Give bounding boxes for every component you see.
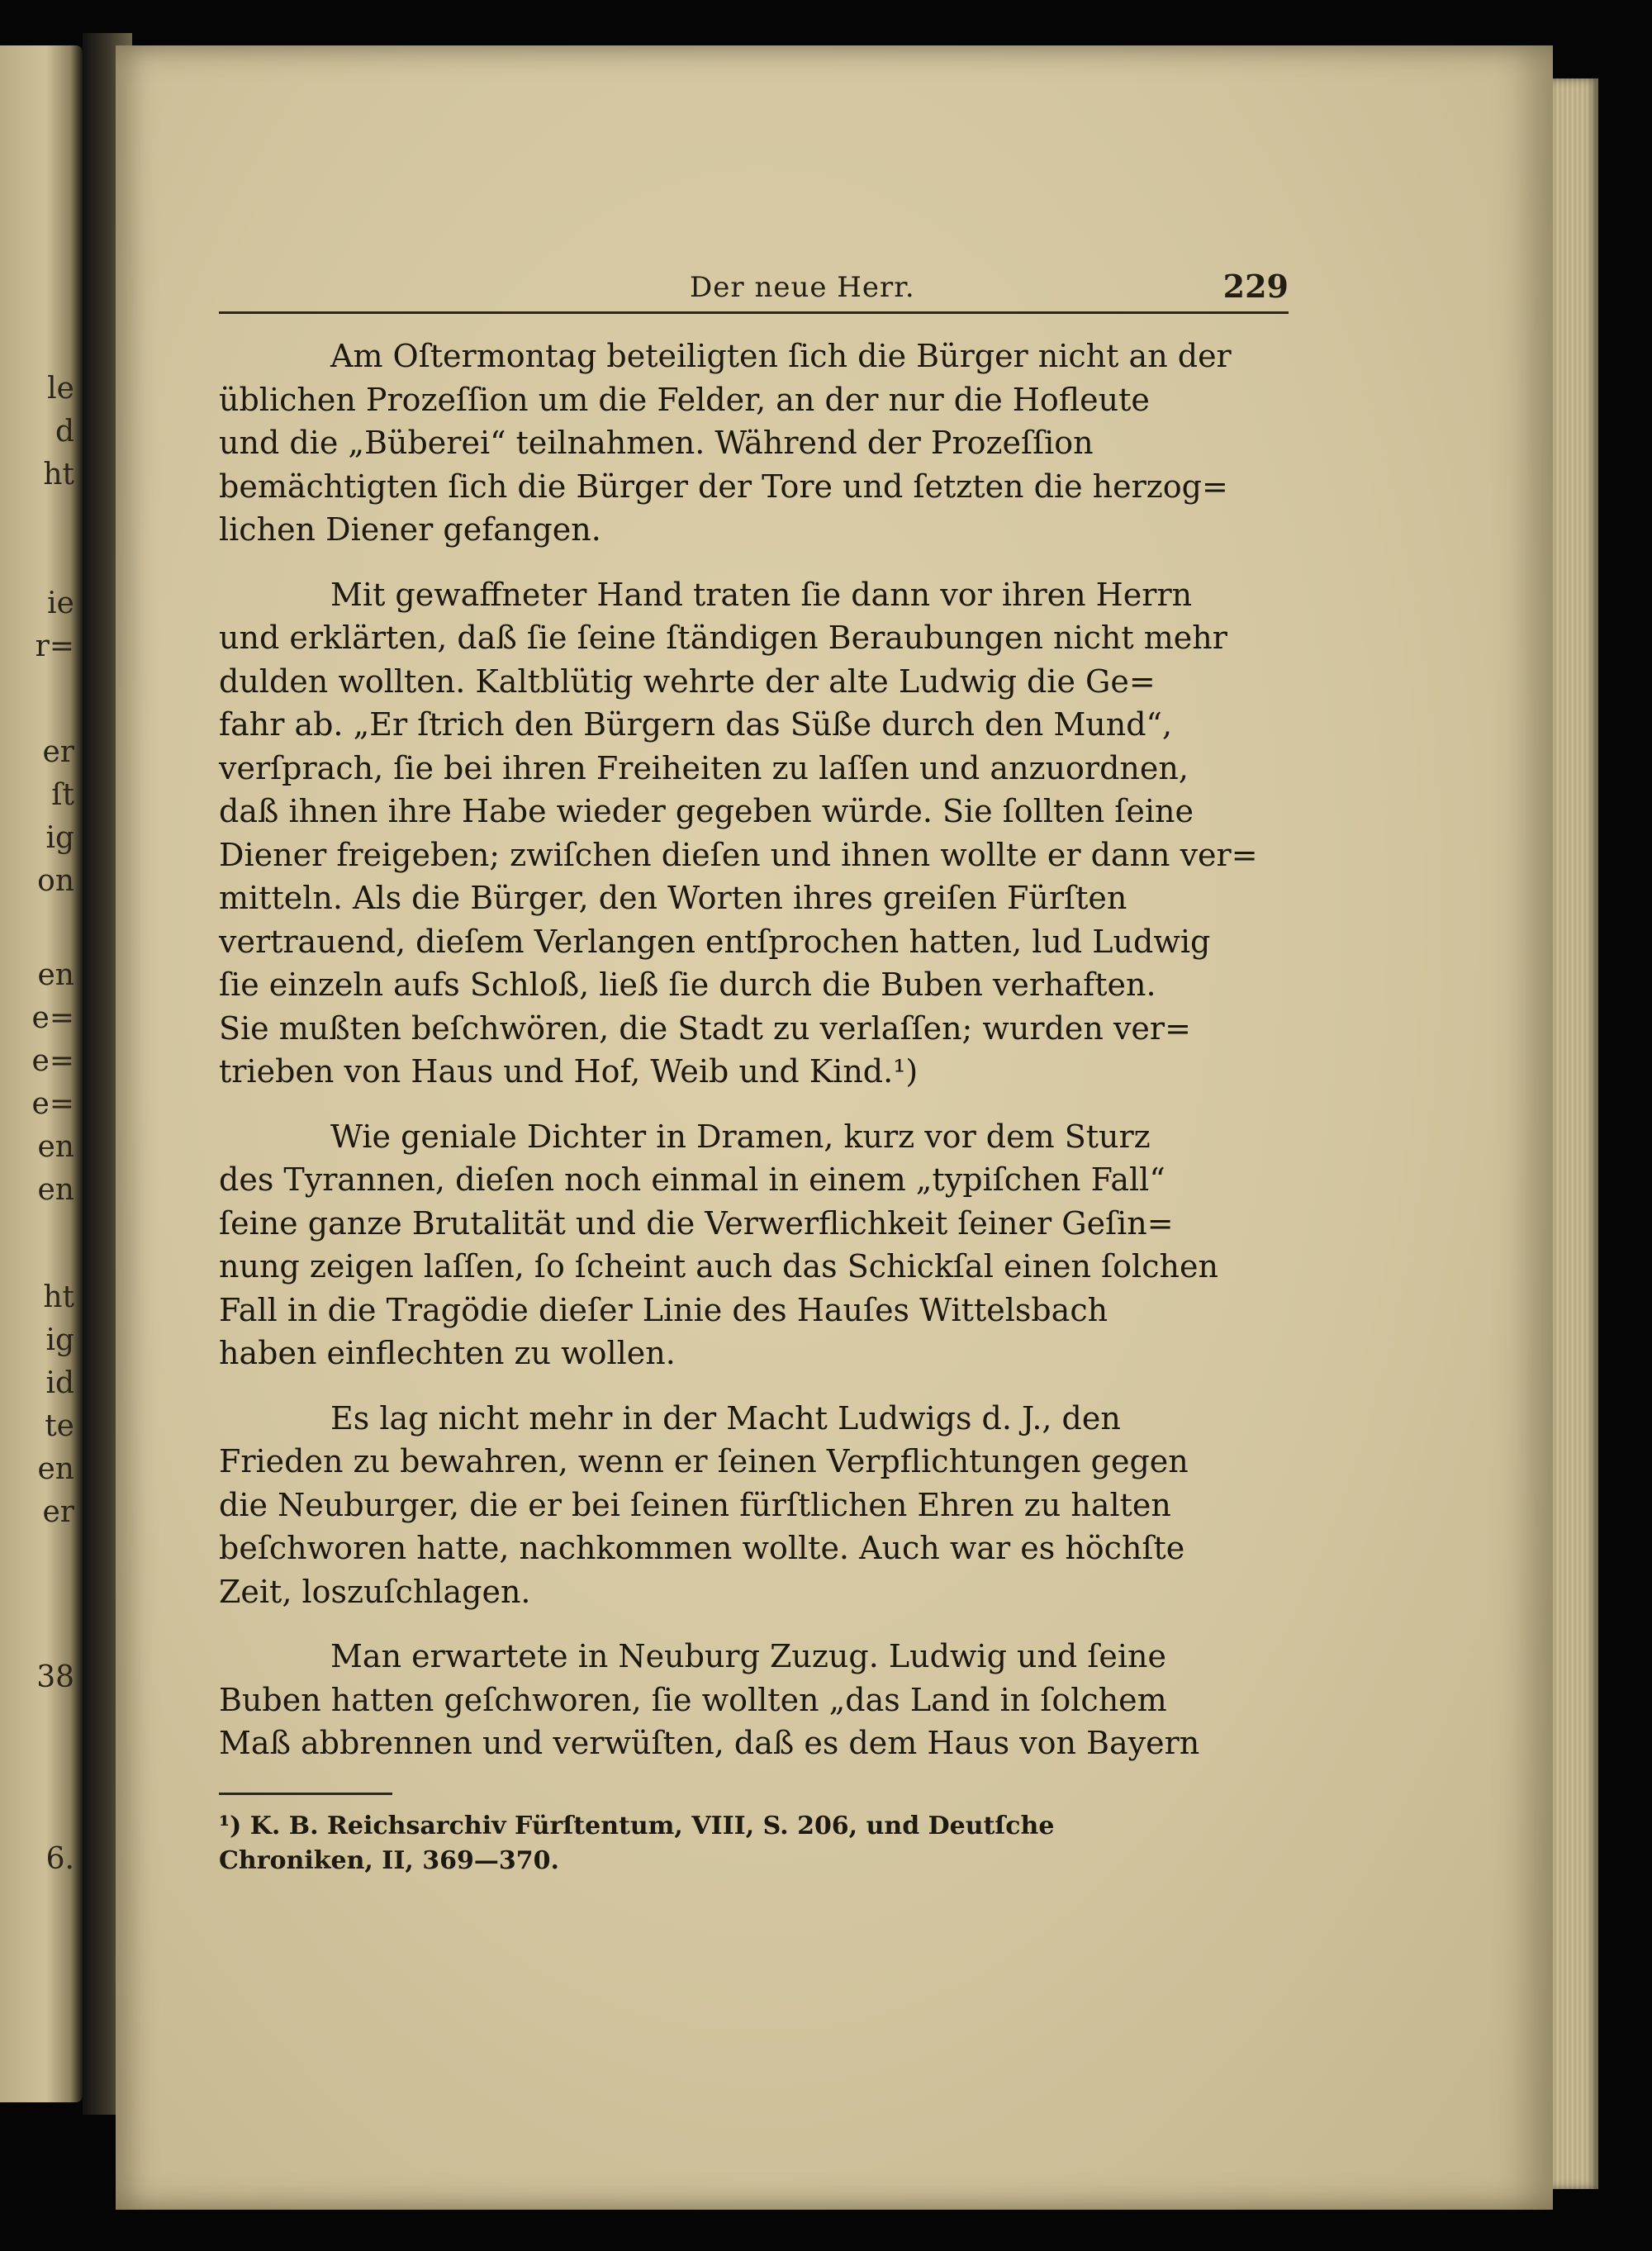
- running-head: [219, 264, 1289, 314]
- text-line: Diener freigeben; zwiſchen dieſen und ihnen wollte er dann ver=: [219, 836, 1258, 873]
- left-fragment: ie: [47, 586, 74, 620]
- text-line: nung zeigen laſſen, ſo ſcheint auch das Schickſal einen ſolchen: [219, 1248, 1218, 1285]
- text-line: Buben hatten geſchworen, ſie wollten „das Land in ſolchem: [219, 1681, 1167, 1718]
- left-fragment: e=: [31, 1087, 74, 1121]
- left-fragment: er: [42, 735, 74, 769]
- page-number: 229: [1222, 268, 1289, 305]
- paragraph: [219, 1397, 1289, 1614]
- footnote-rule: [219, 1793, 392, 1795]
- text-line: des Tyrannen, dieſen noch einmal in einem „typiſchen Fall“: [219, 1161, 1165, 1198]
- text-line: beſchworen hatte, nachkommen wollte. Auch war es höchſte: [219, 1530, 1185, 1566]
- left-fragment: en: [37, 1173, 74, 1207]
- left-fragment: on: [37, 864, 74, 898]
- body-text: [219, 335, 1289, 1765]
- left-fragment: ſt: [51, 778, 74, 812]
- text-line: Sie mußten beſchwören, die Stadt zu verlaſſen; wurden ver=: [219, 1009, 1191, 1047]
- footnote-line: ¹) K. B. Reichsarchiv Fürſtentum, VIII, S. 206, und Deutſche: [219, 1812, 1055, 1840]
- text-line: fahr ab. „Er ſtrich den Bürgern das Süße durch den Mund“,: [219, 706, 1173, 743]
- text-line: daß ihnen ihre Habe wieder gegeben würde. Sie ſollten ſeine: [219, 793, 1194, 829]
- left-fragment: ig: [45, 1323, 74, 1357]
- paragraph: [219, 1115, 1289, 1375]
- text-line: Fall in die Tragödie dieſer Linie des Hauſes Wittelsbach: [219, 1291, 1108, 1328]
- text-line: dulden wollten. Kaltblütig wehrte der alte Ludwig die Ge=: [219, 662, 1156, 700]
- text-line: Es lag nicht mehr in der Macht Ludwigs d. J., den: [330, 1399, 1121, 1437]
- text-line: mitteln. Als die Bürger, den Worten ihres greiſen Fürſten: [219, 880, 1127, 916]
- left-fragment: ht: [43, 1280, 74, 1314]
- text-line: Zeit, loszuſchlagen.: [219, 1573, 531, 1610]
- left-fragment: r=: [35, 629, 74, 663]
- left-fragment: e=: [31, 1001, 74, 1035]
- footnote-line: Chroniken, II, 369—370.: [219, 1846, 559, 1875]
- text-line: verſprach, ſie bei ihren Freiheiten zu laſſen und anzuordnen,: [219, 749, 1189, 786]
- book-page: [116, 45, 1553, 2210]
- running-title: Der neue Herr.: [690, 271, 915, 304]
- text-line: üblichen Prozeſſion um die Felder, an der nur die Hofleute: [219, 381, 1150, 418]
- paragraph: [219, 335, 1289, 552]
- text-line: vertrauend, dieſem Verlangen entſprochen hatten, lud Ludwig: [219, 923, 1211, 960]
- text-line: Frieden zu bewahren, wenn er ſeinen Verpflichtungen gegen: [219, 1443, 1189, 1479]
- left-fragment: le: [47, 372, 74, 406]
- left-fragment: ig: [45, 821, 74, 855]
- text-line: Man erwartete in Neuburg Zuzug. Ludwig und ſeine: [330, 1638, 1166, 1674]
- paragraph: [219, 573, 1289, 1094]
- left-fragment: 38: [36, 1660, 74, 1694]
- left-fragment: er: [42, 1495, 74, 1529]
- paragraph: [219, 1635, 1289, 1765]
- left-fragment: en: [37, 1452, 74, 1486]
- left-fragment: en: [37, 1130, 74, 1164]
- left-fragment: te: [45, 1409, 74, 1443]
- text-line: und die „Büberei“ teilnahmen. Während der Prozeſſion: [219, 425, 1094, 461]
- footnote: [219, 1809, 1289, 1878]
- page-block-edge: [1553, 78, 1598, 2189]
- left-fragment: ht: [43, 458, 74, 492]
- text-line: bemächtigten ſich die Bürger der Tore und ſetzten die herzog=: [219, 468, 1228, 505]
- left-fragment: en: [37, 958, 74, 992]
- text-line: Maß abbrennen und verwüſten, daß es dem Haus von Bayern: [219, 1725, 1200, 1761]
- text-line: und erklärten, daß ſie ſeine ſtändigen Beraubungen nicht mehr: [219, 620, 1227, 656]
- text-line: ſeine ganze Brutalität und die Verwerflichkeit ſeiner Geſin=: [219, 1204, 1174, 1242]
- text-line: Wie geniale Dichter in Dramen, kurz vor dem Sturz: [330, 1118, 1151, 1155]
- left-fragment: 6.: [45, 1842, 74, 1876]
- header-rule: [219, 311, 1289, 314]
- text-line: die Neuburger, die er bei ſeinen fürſtlichen Ehren zu halten: [219, 1486, 1171, 1523]
- text-line: trieben von Haus und Hof, Weib und Kind.¹): [219, 1053, 919, 1090]
- left-page-edge: [0, 45, 83, 2102]
- text-line: lichen Diener gefangen.: [219, 511, 601, 548]
- text-line: Am Oſtermontag beteiligten ſich die Bürger nicht an der: [330, 338, 1232, 374]
- left-fragment: id: [45, 1366, 74, 1400]
- text-line: haben einflechten zu wollen.: [219, 1335, 676, 1371]
- text-line: Mit gewaffneter Hand traten ſie dann vor ihren Herrn: [330, 576, 1193, 613]
- left-fragment: e=: [31, 1044, 74, 1078]
- text-line: ſie einzeln aufs Schloß, ließ ſie durch die Buben verhaften.: [219, 966, 1156, 1003]
- left-fragment: d: [55, 415, 74, 449]
